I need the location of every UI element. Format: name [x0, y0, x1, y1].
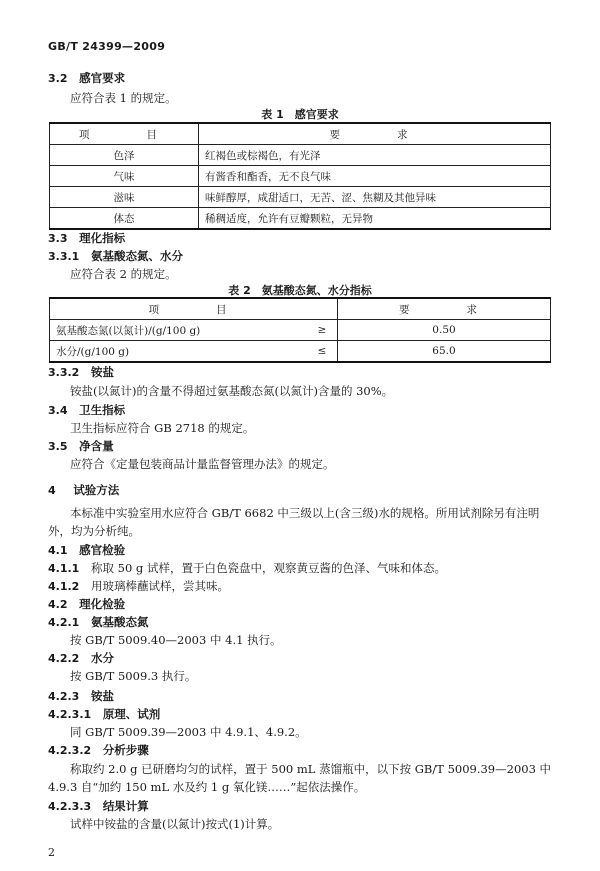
table-cell: 气味: [50, 166, 199, 187]
table-row: [50, 145, 551, 166]
table-header-row: [50, 123, 551, 145]
section-title: 卫生指标: [79, 403, 126, 417]
section-number: 4: [48, 484, 56, 497]
table-cell: 稀稠适度，允许有豆瓣颗粒，无异物: [199, 208, 551, 230]
table-cell-value: 65.0: [338, 341, 551, 363]
section-4-2-3-heading: [48, 688, 114, 704]
section-number: 4.2: [48, 598, 68, 611]
section-title: 分析步骤: [102, 743, 149, 757]
section-4-1-1: [48, 560, 446, 576]
section-4-1-2: [48, 578, 229, 594]
section-3-5-heading: [48, 438, 114, 454]
table-row: [50, 208, 551, 230]
table-1-sensory: [49, 122, 551, 230]
section-number: 4.2.1: [48, 616, 80, 629]
section-number: 4.1.2: [48, 580, 80, 593]
section-number: 4.2.3: [48, 690, 80, 703]
section-4-2-heading: [48, 596, 125, 612]
section-4-2-3-3-heading: [48, 798, 149, 814]
table-cell-symbol: ≥: [307, 320, 338, 341]
table-cell: 体态: [50, 208, 199, 230]
section-title: 理化指标: [79, 231, 126, 245]
section-4-2-3-2-heading: [48, 742, 149, 758]
column-header-item: 项 目: [50, 123, 199, 145]
section-3-3-2-text: 铵盐(以氮计)的含量不得超过氨基酸态氮(以氮计)含量的 30%。: [70, 384, 394, 398]
table-cell: 色泽: [50, 145, 199, 166]
section-3-3-1-heading: [48, 248, 183, 264]
section-title: 净含量: [79, 439, 114, 453]
section-4-2-2-text: 按 GB/T 5009.3 执行。: [70, 669, 197, 683]
column-header-requirement: 要 求: [338, 298, 551, 320]
section-4-2-1-text: 按 GB/T 5009.40—2003 中 4.1 执行。: [70, 633, 282, 647]
section-number: 4.2.3.2: [48, 744, 92, 757]
section-4-2-1-heading: [48, 614, 148, 630]
section-4-2-3-1-text: 同 GB/T 5009.39—2003 中 4.9.1、4.9.2。: [70, 725, 307, 739]
section-number: 4.2.3.1: [48, 708, 92, 721]
table-cell: 红褐色或棕褐色，有光泽: [199, 145, 551, 166]
section-number: 4.1.1: [48, 562, 80, 575]
section-3-3-2-heading: [48, 364, 114, 380]
section-4-2-2-heading: [48, 650, 114, 666]
section-number: 3.5: [48, 440, 68, 453]
page-number: 2: [48, 846, 55, 859]
section-3-3-heading: [48, 230, 125, 246]
table-cell-value: 0.50: [338, 320, 551, 341]
table-cell: 有酱香和酯香，无不良气味: [199, 166, 551, 187]
section-number: 3.3.2: [48, 366, 80, 379]
section-title: 铵盐: [90, 365, 114, 379]
section-number: 4.2.3.3: [48, 800, 92, 813]
table-cell-label: 氨基酸态氮(以氮计)/(g/100 g): [50, 320, 308, 341]
table-2-caption: 表 2 氨基酸态氮、水分指标: [228, 284, 372, 297]
table-row: [50, 187, 551, 208]
section-3-2-heading: [48, 70, 125, 86]
table-cell-symbol: ≤: [307, 341, 338, 363]
section-number: 3.3: [48, 232, 68, 245]
section-number: 3.4: [48, 404, 68, 417]
section-title: 铵盐: [90, 689, 114, 703]
section-title: 感官检验: [79, 543, 126, 557]
section-number: 4.1: [48, 544, 68, 557]
table-1-caption: 表 1 感官要求: [261, 108, 339, 121]
table-cell: 味鲜醇厚，咸甜适口，无苦、涩、焦糊及其他异味: [199, 187, 551, 208]
section-3-4-text: 卫生指标应符合 GB 2718 的规定。: [70, 421, 255, 435]
section-text: 用玻璃棒蘸试样，尝其味。: [90, 579, 229, 593]
section-4-2-3-3-text: 试样中铵盐的含量(以氮计)按式(1)计算。: [70, 817, 280, 831]
standard-number-header: GB/T 24399—2009: [48, 40, 166, 53]
section-title: 氨基酸态氮、水分: [90, 249, 183, 263]
section-title: 氨基酸态氮: [90, 615, 149, 629]
table-row: [50, 166, 551, 187]
table-cell-label: 水分/(g/100 g): [50, 341, 308, 363]
section-4-2-3-1-heading: [48, 706, 160, 722]
section-3-3-1-text: 应符合表 2 的规定。: [70, 267, 177, 281]
section-number: 3.2: [48, 72, 68, 85]
table-row: [50, 341, 551, 363]
column-header-requirement: 要 求: [199, 123, 551, 145]
section-3-2-text: 应符合表 1 的规定。: [70, 91, 177, 105]
section-number: 4.2.2: [48, 652, 80, 665]
table-header-row: [50, 298, 551, 320]
table-cell: 滋味: [50, 187, 199, 208]
section-3-4-heading: [48, 402, 125, 418]
column-header-item: 项 目: [50, 298, 338, 320]
section-title: 试验方法: [73, 483, 120, 497]
section-title: 感官要求: [79, 71, 126, 85]
section-title: 原理、试剂: [102, 707, 161, 721]
section-text: 称取 50 g 试样，置于白色瓷盘中，观察黄豆酱的色泽、气味和体态。: [90, 561, 446, 575]
section-title: 水分: [90, 651, 114, 665]
table-row: [50, 320, 551, 341]
section-3-5-text: 应符合《定量包装商品计量监督管理办法》的规定。: [70, 457, 335, 471]
section-4-text: 本标准中实验室用水应符合 GB/T 6682 中三级以上(含三级)水的规格。所用试剂除另有注明外，均为分析纯。: [48, 506, 540, 538]
table-2-amino-nitrogen-moisture: [49, 297, 551, 363]
section-4-2-3-2-text: 称取约 2.0 g 已研磨均匀的试样，置于 500 mL 蒸馏瓶中，以下按 GB/T 5009.39—2003 中 4.9.3 自“加约 150 mL 水及约 1 g 氧化镁……”起依法操作。: [48, 762, 552, 794]
section-title: 结果计算: [102, 799, 149, 813]
section-number: 3.3.1: [48, 250, 80, 263]
section-4-1-heading: [48, 542, 125, 558]
section-title: 理化检验: [79, 597, 126, 611]
section-4-heading: [48, 482, 119, 498]
